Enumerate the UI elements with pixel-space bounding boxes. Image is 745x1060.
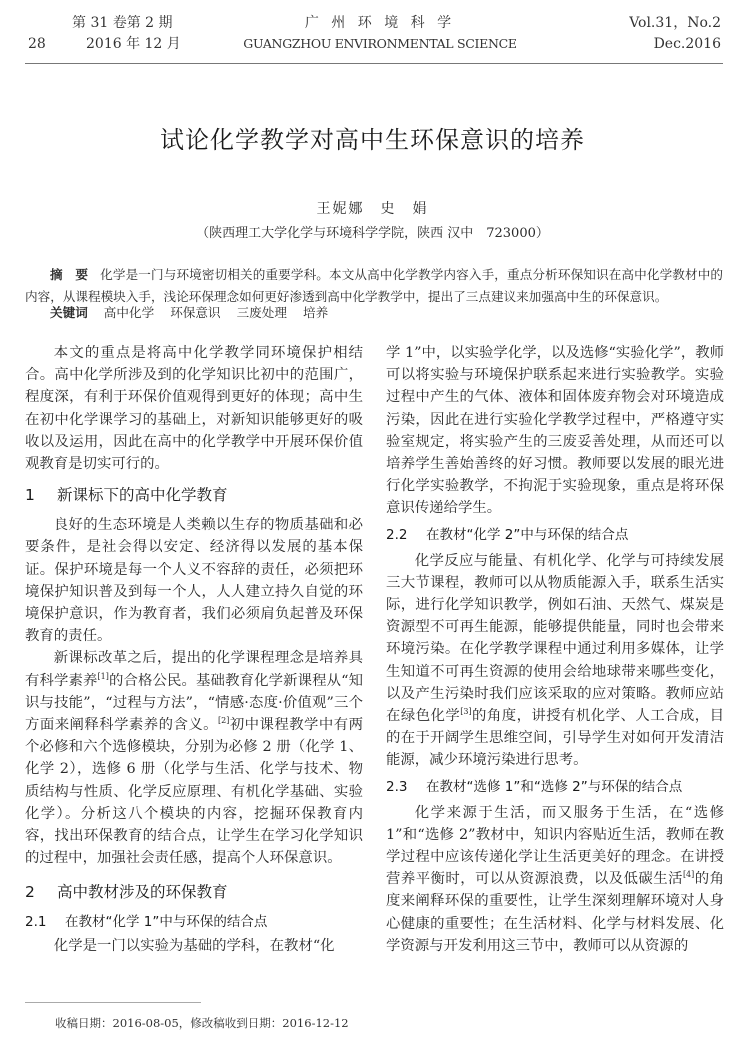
keyword: 环保意识: [170, 305, 221, 320]
keywords: [50, 304, 328, 322]
section-title: 高中教材涉及的环保教育: [57, 883, 228, 902]
section-1-paragraph-1: 良好的生态环境是人类赖以生存的物质基础和必要条件，是社会得以安定、经济得以发展的基本保证。保护环境是每一个人义不容辞的责任，必须把环境保护知识普及到每一个人，人人建立持久自觉的环境保护意识，作为教育者，我们必须肩负起普及环保教育的责任。: [25, 517, 363, 645]
section-1-paragraph-2: [25, 647, 363, 869]
page-number: 28: [28, 36, 46, 52]
abstract-label: 摘 要: [50, 267, 89, 282]
left-column: [25, 342, 363, 958]
right-column: [386, 342, 724, 957]
section-title: 在教材“化学 2”中与环保的结合点: [426, 526, 629, 543]
header-rule: [25, 63, 723, 64]
section-2-1-paragraph-start: 化学是一门以实验为基础的学科，在教材“化: [53, 938, 335, 955]
issue-date-en: Dec.2016: [653, 36, 721, 52]
authors: 王妮娜 史 娟: [316, 201, 429, 217]
section-number: 2.1: [25, 914, 47, 931]
journal-name-en: GUANGZHOU ENVIRONMENTAL SCIENCE: [243, 36, 517, 51]
paragraph-text: 化学反应与能量、有机化学、化学与可持续发展三大节课程，教师可以从物质能源入手，联系生活实际，进行化学知识教学，例如石油、天然气、煤炭是资源型不可再生能源，能够提供能量，同时也会带来环境污染。在化学教学课程中通过利用多媒体，让学生知道不可再生资源的使用会给地球带来哪些变化，以及产生污染时我们应该采取的应对策略。教师应站在绿色化学: [386, 552, 724, 725]
paragraph-text: 的角度来阐释环保的重要性，让学生深刻理解环境对人身心健康的重要性；在生活材料、化学与材料发展、化学资源与开发利用这三节中，教师可以从资源的: [386, 871, 724, 954]
section-number: 1: [25, 486, 35, 505]
journal-name-cn: 广 州 环 境 科 学: [304, 15, 456, 31]
intro-paragraph: 本文的重点是将高中化学教学同环境保护相结合。高中化学所涉及到的化学知识比初中的范围广，程度深，有利于环保价值观得到更好的体现；高中生在初中化学课学习的基础上，对新知识能够更好的吸收以及运用，因此在高中的化学教学中开展环保价值观教育是切实可行的。: [25, 345, 363, 473]
affiliation: （陕西理工大学化学与环境科学学院，陕西 汉中 723000）: [196, 226, 549, 241]
section-number: 2.2: [386, 526, 408, 543]
reference-3[interactable]: [3]: [460, 707, 472, 717]
keyword: 高中化学: [103, 305, 155, 320]
section-title: 在教材“选修 1”和“选修 2”与环保的结合点: [426, 778, 683, 795]
paragraph-text: 的合格公民。基础教育化学新课程从“知识与技能”，“过程与方法”，“情感·态度·价值观”三个方面来阐释科学素养的含义。: [25, 672, 363, 734]
received-date-footnote: 收稿日期：2016-08-05，修改稿收到日期：2016-12-12: [55, 1016, 349, 1030]
volume-issue: 第 31 卷第 2 期: [72, 15, 173, 31]
section-2-2-paragraph: [386, 550, 724, 772]
section-2-1-heading: [25, 911, 363, 933]
section-title: 新课标下的高中化学教育: [57, 486, 228, 505]
section-2-heading: [25, 881, 363, 903]
paragraph-text: 新课标改革之后，提出的化学课程理念是培养具有科学素养: [25, 650, 363, 689]
section-2-3-paragraph: [386, 802, 724, 957]
paragraph-text: 的角度，讲授有机化学、人工合成，目的在于开阔学生思维空间，引导学生对如何开发清洁能源，减少环境污染进行思考。: [386, 708, 724, 769]
reference-1[interactable]: [1]: [97, 671, 109, 681]
reference-4[interactable]: [4]: [682, 870, 695, 880]
section-1-heading: [25, 484, 363, 506]
keyword: 培养: [302, 305, 329, 320]
keyword: 三废处理: [236, 305, 287, 320]
keywords-label: 关键词: [50, 305, 88, 320]
paragraph-text: 化学来源于生活，而又服务于生活，在“选修 1”和“选修 2”教材中，知识内容贴近生活，教师在教学过程中应该传递化学让生活更美好的理念。在讲授营养平衡时，可以从资源浪费，以及低碳生活: [386, 804, 724, 888]
reference-2[interactable]: [2]: [218, 716, 230, 726]
paragraph-text: 初中课程教学中有两个必修和六个选修模块，分别为必修 2 册（化学 1、化学 2），选修 6 册（化学与生活、化学与技术、物质结构与性质、化学反应原理、有机化学基础、实验化学）。分析这八个模块的内容，挖掘环保教育内容，找出环保教育的结合点，让学生在学习化学知识的过程中，加强社会责任感，提高个人环保意识。: [25, 717, 363, 867]
section-title: 在教材“化学 1”中与环保的结合点: [65, 914, 268, 931]
issue-date-cn: 2016 年 12 月: [86, 36, 181, 52]
volume-en: Vol.31，No.2: [629, 15, 721, 31]
section-number: 2.3: [386, 778, 408, 795]
abstract-text: 化学是一门与环境密切相关的重要学科。本文从高中化学教学内容入手，重点分析环保知识在高中化学教材中的内容，从课程模块入手，浅论环保理念如何更好渗透到高中化学教学中，提出了三点建议来加强高中生的环保意识。: [25, 267, 724, 304]
section-2-2-heading: [386, 524, 724, 546]
abstract: [25, 264, 723, 308]
section-2-3-heading: [386, 776, 724, 798]
section-2-1-paragraph-continued: 学 1”中，以实验学化学，以及选修“实验化学”，教师可以将实验与环境保护联系起来进行实验教学。实验过程中产生的气体、液体和固体废弃物会对环境造成污染，因此在进行实验化学教学过程中，严格遵守实验室规定，将实验产生的三废妥善处理，从而还可以培养学生善始善终的好习惯。教师要以发展的眼光进行化学实验教学，不拘泥于实验现象，重点是将环保意识传递给学生。: [386, 345, 725, 517]
footnote-rule: [25, 1002, 201, 1003]
article-title: 试论化学教学对高中生环保意识的培养: [160, 126, 585, 154]
section-number: 2: [25, 883, 35, 902]
